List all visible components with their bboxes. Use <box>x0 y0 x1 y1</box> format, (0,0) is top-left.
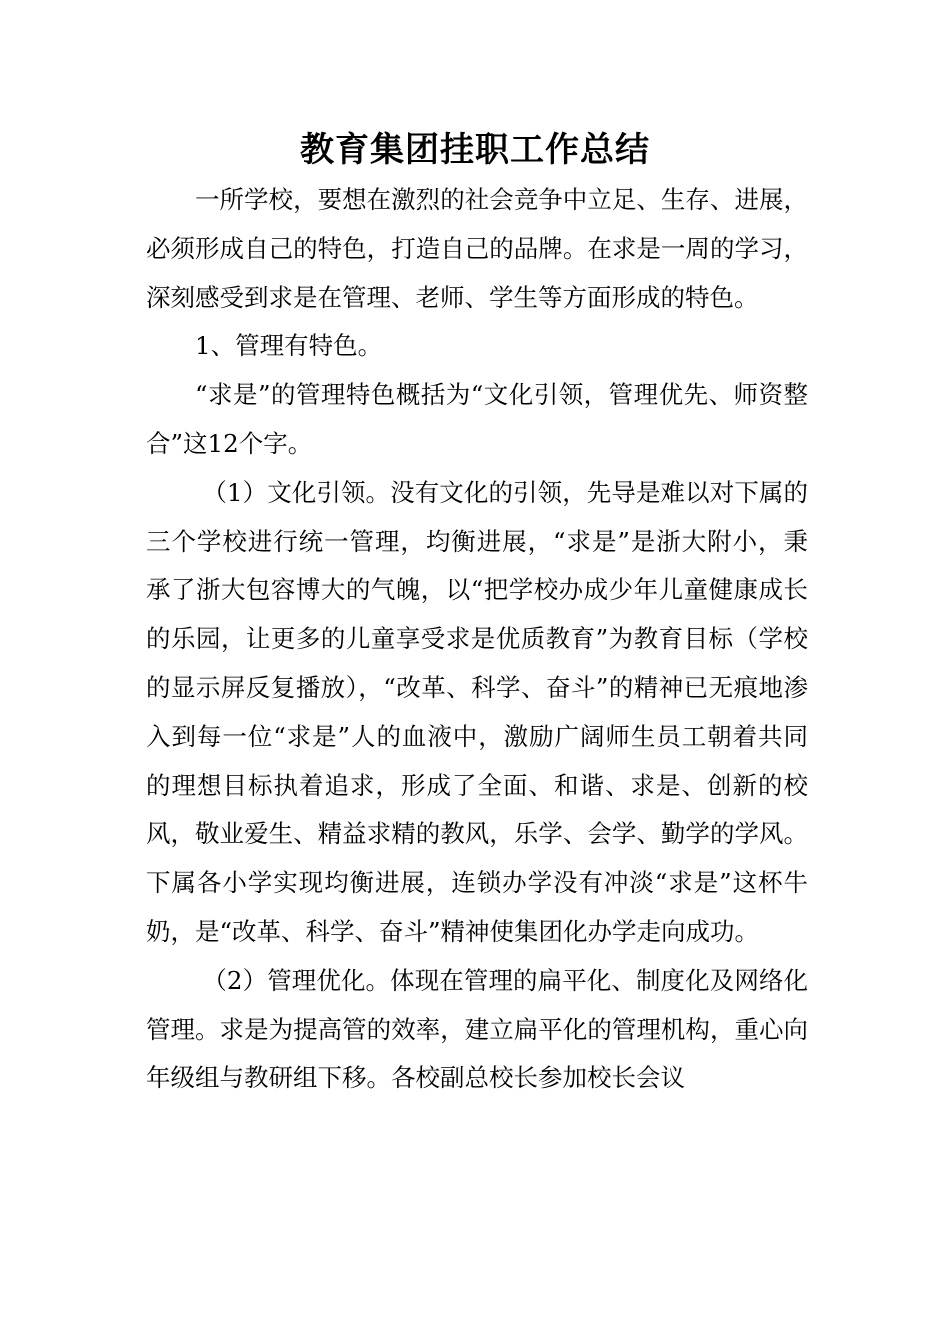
paragraph-intro: 一所学校，要想在激烈的社会竞争中立足、生存、进展，必须形成自己的特色，打造自己的品牌。在求是一周的学习，深刻感受到求是在管理、老师、学生等方面形成的特色。 <box>146 185 808 312</box>
document-body <box>146 176 808 1103</box>
paragraph-management-summary: “求是”的管理特色概括为“文化引领，管理优先、师资整合”这12个字。 <box>146 380 808 458</box>
paragraph-culture-leading: （1）文化引领。没有文化的引领，先导是难以对下属的三个学校进行统一管理，均衡进展，“求是”是浙大附小，秉承了浙大包容博大的气魄，以“把学校办成少年儿童健康成长的乐园，让更多的儿童享受求是优质教育”为教育目标（学校的显示屏反复播放），“改革、科学、奋斗”的精神已无痕地渗入到每一位“求是”人的血液中，激励广阔师生员工朝着共同的理想目标执着追求，形成了全面、和谐、求是、创新的校风，敬业爱生、精益求精的教风，乐学、会学、勤学的学风。下属各小学实现均衡进展，连锁办学没有冲淡“求是”这杯牛奶，是“改革、科学、奋斗”精神使集团化办学走向成功。 <box>146 477 808 946</box>
paragraph-management-optimization: （2）管理优化。体现在管理的扁平化、制度化及网络化管理。求是为提高管的效率，建立扁平化的管理机构，重心向年级组与教研组下移。各校副总校长参加校长会议 <box>146 965 808 1093</box>
document-title: 教育集团挂职工作总结 <box>300 130 650 170</box>
paragraph-heading-management: 1、管理有特色。 <box>195 331 383 361</box>
